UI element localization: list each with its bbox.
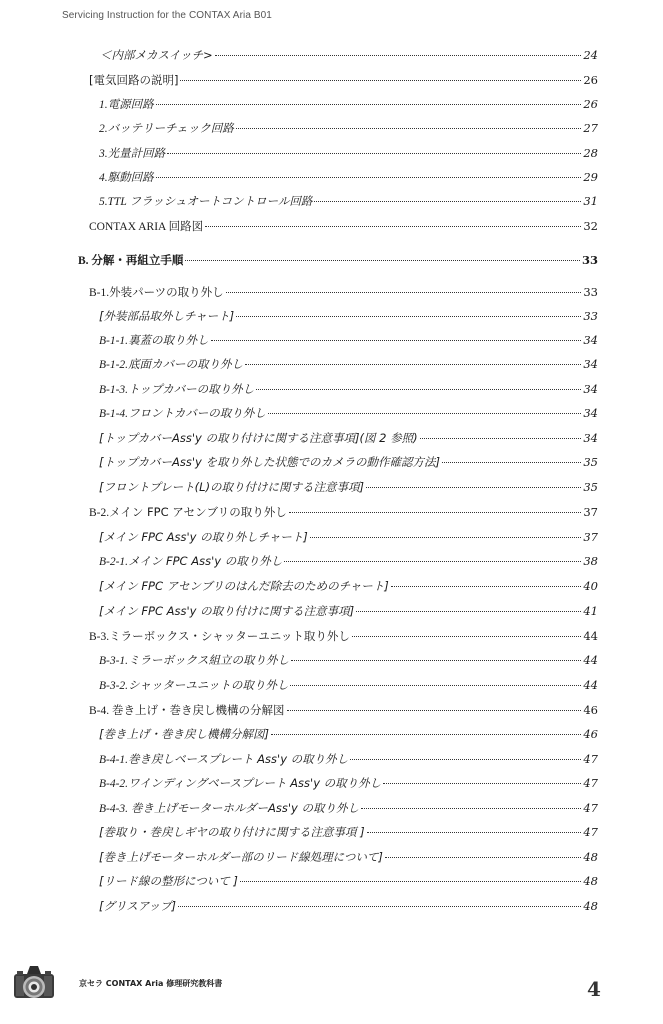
toc-entry-title: [メイン FPC アセンブリのはんだ除去のためのチャート] (99, 579, 389, 593)
toc-entry-label (99, 478, 364, 496)
dot-leader (240, 881, 581, 882)
toc-entry-label (99, 799, 359, 818)
toc-entry-title: [電気回路の説明] (89, 73, 179, 87)
toc-entry-number: B-1-3. (99, 384, 129, 396)
running-header: Servicing Instruction for the CONTAX Aria B01 (62, 10, 272, 21)
toc-entry-number: B-4-3. (99, 803, 131, 815)
toc-entry-label (99, 897, 176, 915)
toc-entry[interactable] (99, 750, 598, 768)
toc-entry-number: B-1-1. (99, 335, 129, 347)
dot-leader (367, 832, 582, 833)
toc-entry-page: 38 (583, 554, 598, 568)
toc-entry-label (99, 528, 308, 546)
toc-entry-page: 40 (583, 579, 598, 593)
toc-entry-page: 34 (583, 431, 598, 445)
toc-entry-page: 34 (583, 382, 598, 396)
toc-entry-label (99, 651, 289, 670)
toc-entry-page: 34 (583, 406, 598, 420)
toc-entry-number: B-1. (89, 287, 110, 299)
toc-entry-number: B-1-4. (99, 408, 129, 420)
toc-entry[interactable] (89, 701, 598, 719)
toc-entry[interactable] (99, 119, 598, 137)
dot-leader (167, 153, 581, 154)
toc-entry-number: B-1-2. (99, 359, 129, 371)
toc-entry-title: 光量計回路 (107, 146, 166, 160)
toc-entry-label (99, 676, 288, 695)
toc-entry-label (89, 627, 350, 646)
toc-entry[interactable] (89, 217, 598, 235)
toc-entry-label (99, 774, 381, 793)
dot-leader (290, 685, 581, 686)
toc-entry-title: フラッシュオートコントロール回路 (129, 194, 313, 208)
toc-entry-title: [トップカバーAss'y の取り付けに関する注意事項](図 2 参照) (99, 431, 418, 445)
toc-entry-page: 37 (583, 530, 598, 544)
toc-entry[interactable] (78, 251, 598, 269)
page-number: 4 (587, 977, 601, 1001)
toc-entry[interactable] (99, 799, 598, 817)
toc-entry-title: 駆動回路 (107, 170, 154, 184)
toc-entry-title: トップカバーの取り外し (128, 382, 255, 396)
camera-icon (12, 962, 56, 1004)
toc-entry-label (99, 453, 440, 471)
toc-entry[interactable] (99, 725, 598, 743)
dot-leader (310, 537, 582, 538)
dot-leader (442, 462, 581, 463)
dot-leader (180, 80, 581, 81)
toc-entry-page: 44 (583, 678, 598, 692)
toc-entry-title: 外装パーツの取り外し (109, 285, 224, 299)
toc-entry[interactable] (99, 651, 598, 669)
toc-entry-label (99, 429, 418, 447)
toc-entry-number: B-4-1. (99, 754, 129, 766)
toc-entry-page: 37 (583, 505, 598, 519)
toc-entry-label (99, 823, 365, 841)
toc-entry-number: B-4. (89, 705, 112, 717)
toc-entry-page: 41 (583, 604, 598, 618)
toc-entry-label (99, 552, 282, 571)
toc-entry[interactable] (99, 192, 598, 210)
toc-entry-label (99, 168, 154, 187)
toc-entry[interactable] (99, 168, 598, 186)
toc-entry-page: 47 (583, 825, 598, 839)
dot-leader (215, 55, 582, 56)
toc-entry-title: バッテリーチェック回路 (107, 121, 234, 135)
toc-entry-number: 2. (99, 123, 108, 135)
toc-entry-number: 4. (99, 172, 108, 184)
toc-entry-label (99, 380, 254, 399)
toc-entry[interactable] (99, 355, 598, 373)
toc-entry[interactable] (99, 552, 598, 570)
toc-entry-page: 34 (583, 333, 598, 347)
toc-entry-label (99, 404, 266, 423)
dot-leader (205, 226, 581, 227)
toc-entry-page: 26 (583, 73, 598, 87)
toc-entry[interactable] (99, 897, 598, 915)
toc-entry-title: ワインディングベースプレート Ass'y の取り外し (128, 776, 382, 790)
dot-leader (226, 292, 582, 293)
toc-entry-label (100, 46, 213, 64)
toc-entry-label (99, 355, 243, 374)
toc-entry-label (99, 848, 383, 866)
toc-entry-page: 33 (583, 285, 598, 299)
toc-entry-number: B-2-1. (99, 556, 129, 568)
toc-entry-title: [フロントプレート(L)の取り付けに関する注意事項] (99, 480, 365, 494)
toc-entry-label (99, 192, 312, 211)
toc-entry-title: [外装部品取外しチャート] (99, 309, 235, 323)
toc-entry-label (89, 71, 178, 89)
dot-leader (178, 906, 581, 907)
toc-entry-title: 巻き戻しベースプレート Ass'y の取り外し (128, 752, 349, 766)
toc-entry[interactable] (89, 283, 598, 301)
toc-entry[interactable] (99, 307, 598, 325)
dot-leader (352, 636, 582, 637)
dot-leader (314, 201, 581, 202)
toc-entry[interactable] (99, 429, 598, 447)
dot-leader (291, 660, 581, 661)
toc-entry-label (99, 331, 209, 350)
toc-entry-title: メイン FPC Ass'y の取り外し (128, 554, 283, 568)
toc-entry-number: B-3-1. (99, 655, 129, 667)
toc-entry-label (99, 602, 354, 620)
toc-entry[interactable] (99, 774, 598, 792)
toc-entry-title: 巻き上げモーターホルダーAss'y の取り外し (130, 801, 359, 815)
toc-entry-title: [巻き上げモーターホルダー部のリード線処理について] (99, 850, 383, 864)
toc-entry-title: メイン FPC アセンブリの取り外し (109, 505, 287, 519)
dot-leader (385, 857, 582, 858)
toc-entry-page: 31 (583, 194, 598, 208)
dot-leader (245, 364, 581, 365)
dot-leader (156, 104, 582, 105)
toc-entry[interactable] (99, 95, 598, 113)
toc-entry[interactable] (99, 577, 598, 595)
dot-leader (156, 177, 582, 178)
toc-entry-page: 33 (581, 253, 598, 267)
dot-leader (420, 438, 582, 439)
toc-entry-page: 27 (583, 121, 598, 135)
dot-leader (236, 128, 582, 129)
toc-entry-page: 48 (583, 899, 598, 913)
toc-entry-page: 44 (583, 629, 598, 643)
toc-entry-title: 分解・再組立手順 (91, 253, 184, 267)
toc-entry-page: 47 (583, 752, 598, 766)
toc-entry-page: 29 (583, 170, 598, 184)
toc-entry-title: [トップカバーAss'y を取り外した状態でのカメラの動作確認方法] (99, 455, 440, 469)
footer-book-title: 京セラ CONTAX Aria 修理研究教科書 (79, 979, 223, 988)
toc-entry[interactable] (99, 478, 598, 496)
toc-entry-label (99, 750, 348, 769)
toc-entry[interactable] (99, 602, 598, 620)
dot-leader (356, 611, 581, 612)
toc-entry-title: [メイン FPC Ass'y の取り外しチャート] (99, 530, 308, 544)
toc-entry-title: ＜内部メカスイッチ> (100, 48, 213, 62)
toc-entry-page: 46 (583, 703, 598, 717)
toc-entry-label (99, 725, 269, 743)
toc-entry-title: ミラーボックス・シャッターユニット取り外し (109, 629, 350, 643)
toc-entry-label (99, 95, 154, 114)
toc-entry-page: 47 (583, 801, 598, 815)
dot-leader (289, 512, 582, 513)
toc-entry-title: 回路図 (168, 219, 204, 233)
toc-entry-page: 47 (583, 776, 598, 790)
toc-entry-title: 電源回路 (107, 97, 154, 111)
toc-entry-page: 26 (583, 97, 598, 111)
toc-entry-title: 底面カバーの取り外し (128, 357, 244, 371)
toc-entry-number: B-3. (89, 631, 110, 643)
toc-entry-label (99, 577, 389, 595)
toc-entry-label (99, 307, 234, 325)
toc-entry[interactable] (100, 46, 598, 64)
toc-entry[interactable] (99, 823, 598, 841)
toc-entry[interactable] (99, 528, 598, 546)
toc-entry-label (78, 251, 183, 270)
toc-entry[interactable] (99, 872, 598, 890)
dot-leader (350, 759, 581, 760)
toc-entry[interactable] (99, 453, 598, 471)
toc-entry-title: 裏蓋の取り外し (128, 333, 209, 347)
dot-leader (256, 389, 581, 390)
dot-leader (185, 260, 580, 261)
dot-leader (284, 561, 581, 562)
toc-entry-label (99, 144, 165, 163)
dot-leader (366, 487, 581, 488)
toc-entry-title: シャッターユニットの取り外し (128, 678, 289, 692)
toc-entry-page: 44 (583, 653, 598, 667)
toc-entry[interactable] (99, 848, 598, 866)
toc-entry-number: CONTAX ARIA (89, 221, 169, 233)
toc-entry-page: 48 (583, 874, 598, 888)
toc-entry-label (99, 119, 234, 138)
dot-leader (236, 316, 581, 317)
toc-entry-page: 48 (583, 850, 598, 864)
toc-entry-title: フロントカバーの取り外し (128, 406, 266, 420)
toc-entry[interactable] (99, 331, 598, 349)
toc-entry-label (89, 503, 287, 522)
toc-entry[interactable] (89, 71, 598, 89)
toc-entry-number: B-4-2. (99, 778, 129, 790)
toc-entry-title: [巻き上げ・巻き戻し機構分解図] (99, 727, 269, 741)
toc-entry-number: B-3-2. (99, 680, 129, 692)
toc-entry[interactable] (99, 380, 598, 398)
toc-entry-title: [巻取り・巻戻しギヤの取り付けに関する注意事項 ] (99, 825, 365, 839)
toc-entry-page: 28 (583, 146, 598, 160)
dot-leader (383, 783, 581, 784)
toc-entry[interactable] (89, 627, 598, 645)
toc-entry-label (89, 283, 224, 302)
toc-entry-label (89, 217, 203, 236)
dot-leader (268, 413, 582, 414)
toc-entry-page: 32 (583, 219, 598, 233)
dot-leader (361, 808, 581, 809)
toc-entry-number: B-2. (89, 507, 110, 519)
toc-entry-page: 24 (583, 48, 598, 62)
toc-entry-title: 巻き上げ・巻き戻し機構の分解図 (112, 703, 285, 717)
toc-entry-number: B. (78, 255, 92, 267)
toc-entry-label (99, 872, 238, 890)
toc-entry[interactable] (99, 676, 598, 694)
toc-entry-number: 3. (99, 148, 108, 160)
dot-leader (271, 734, 581, 735)
toc-entry-title: [リード線の整形について ] (99, 874, 238, 888)
dot-leader (211, 340, 582, 341)
toc-entry-number: 1. (99, 99, 108, 111)
toc-entry-title: [メイン FPC Ass'y の取り付けに関する注意事項] (99, 604, 355, 618)
toc-entry[interactable] (89, 503, 598, 521)
toc-entry-number: 5.TTL (99, 196, 130, 208)
toc-entry-title: [グリスアップ] (99, 899, 176, 913)
toc-entry-page: 35 (583, 480, 598, 494)
toc-entry-title: ミラーボックス組立の取り外し (128, 653, 289, 667)
toc-entry-page: 35 (583, 455, 598, 469)
toc-entry[interactable] (99, 404, 598, 422)
toc-entry-page: 34 (583, 357, 598, 371)
toc-entry[interactable] (99, 144, 598, 162)
toc-entry-page: 33 (583, 309, 598, 323)
dot-leader (287, 710, 582, 711)
dot-leader (391, 586, 582, 587)
toc-entry-label (89, 701, 285, 720)
toc-entry-page: 46 (583, 727, 598, 741)
